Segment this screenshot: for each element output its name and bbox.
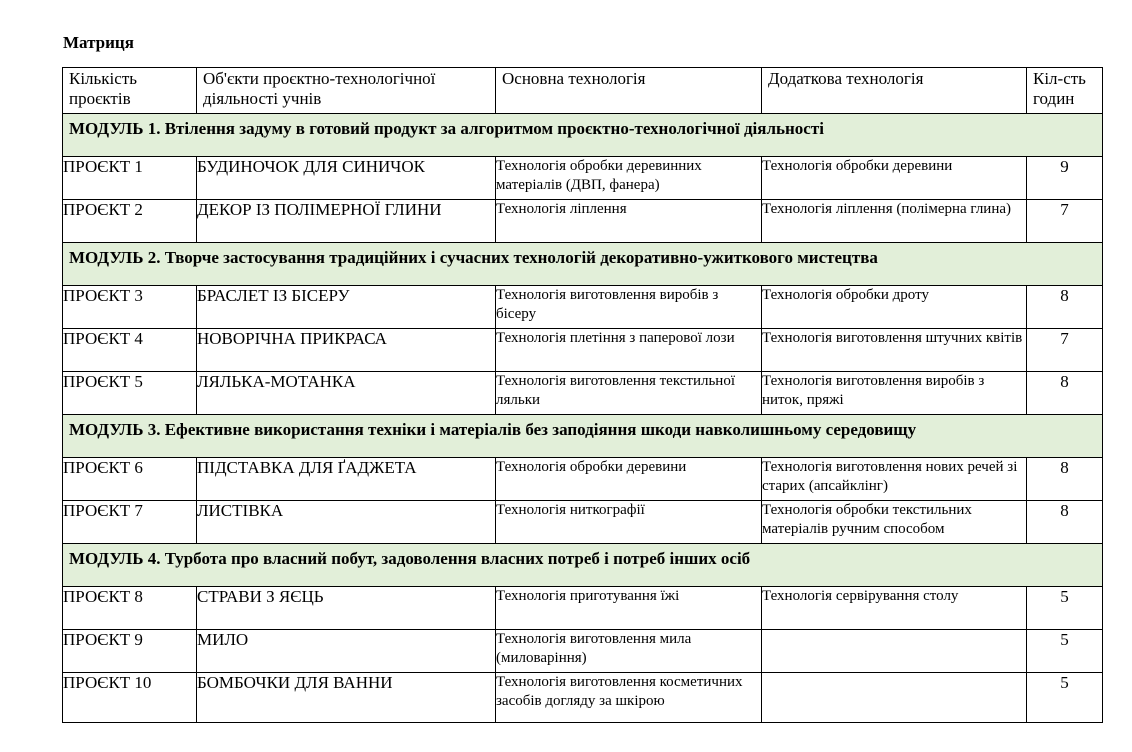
project-object-cell: НОВОРІЧНА ПРИКРАСА — [197, 329, 496, 372]
project-number-cell: ПРОЄКТ 8 — [63, 587, 197, 630]
main-technology-cell: Технологія приготування їжі — [496, 587, 762, 630]
module-title: МОДУЛЬ 2. Творче застосування традиційних і сучасних технологій декоративно-ужиткового мистецтва — [63, 243, 1103, 286]
hours-cell: 7 — [1027, 329, 1103, 372]
module-title: МОДУЛЬ 3. Ефективне використання техніки і матеріалів без заподіяння шкоди навколишньому середовищу — [63, 415, 1103, 458]
project-object-cell: БРАСЛЕТ ІЗ БІСЕРУ — [197, 286, 496, 329]
project-number-cell: ПРОЄКТ 5 — [63, 372, 197, 415]
module-title: МОДУЛЬ 4. Турбота про власний побут, задоволення власних потреб і потреб інших осіб — [63, 544, 1103, 587]
project-number-cell: ПРОЄКТ 4 — [63, 329, 197, 372]
header-extra-technology: Додаткова технологія — [762, 68, 1027, 114]
hours-cell: 8 — [1027, 286, 1103, 329]
project-object-cell: ДЕКОР ІЗ ПОЛІМЕРНОЇ ГЛИНИ — [197, 200, 496, 243]
hours-cell: 7 — [1027, 200, 1103, 243]
project-number-cell: ПРОЄКТ 7 — [63, 501, 197, 544]
table-row — [63, 157, 1103, 200]
module-row — [63, 114, 1103, 157]
document-title: Матриця — [63, 33, 134, 52]
project-number-cell: ПРОЄКТ 1 — [63, 157, 197, 200]
main-technology-cell: Технологія виготовлення косметичних засобів догляду за шкірою — [496, 673, 762, 723]
main-technology-cell: Технологія ниткографії — [496, 501, 762, 544]
main-technology-cell: Технологія ліплення — [496, 200, 762, 243]
header-objects: Об'єкти проєктно-технологічної діяльності учнів — [197, 68, 496, 114]
table-header-row — [63, 68, 1103, 114]
hours-cell: 8 — [1027, 458, 1103, 501]
header-project-count: Кількість проєктів — [63, 68, 197, 114]
table-row — [63, 501, 1103, 544]
extra-technology-cell: Технологія обробки деревини — [762, 157, 1027, 200]
table-row — [63, 372, 1103, 415]
extra-technology-cell: Технологія обробки текстильних матеріалів ручним способом — [762, 501, 1027, 544]
main-technology-cell: Технологія обробки деревини — [496, 458, 762, 501]
table-row — [63, 673, 1103, 723]
extra-technology-cell: Технологія ліплення (полімерна глина) — [762, 200, 1027, 243]
project-number-cell: ПРОЄКТ 2 — [63, 200, 197, 243]
main-technology-cell: Технологія виготовлення мила (миловаріння) — [496, 630, 762, 673]
extra-technology-cell: Технологія виготовлення штучних квітів — [762, 329, 1027, 372]
project-number-cell: ПРОЄКТ 3 — [63, 286, 197, 329]
main-technology-cell: Технологія виготовлення виробів з бісеру — [496, 286, 762, 329]
table-row — [63, 200, 1103, 243]
extra-technology-cell — [762, 630, 1027, 673]
project-object-cell: БОМБОЧКИ ДЛЯ ВАННИ — [197, 673, 496, 723]
project-object-cell: ПІДСТАВКА ДЛЯ ҐАДЖЕТА — [197, 458, 496, 501]
project-object-cell: СТРАВИ З ЯЄЦЬ — [197, 587, 496, 630]
main-technology-cell: Технологія виготовлення текстильної ляльки — [496, 372, 762, 415]
hours-cell: 5 — [1027, 673, 1103, 723]
extra-technology-cell: Технологія сервірування столу — [762, 587, 1027, 630]
project-object-cell: БУДИНОЧОК ДЛЯ СИНИЧОК — [197, 157, 496, 200]
hours-cell: 5 — [1027, 630, 1103, 673]
table-row — [63, 286, 1103, 329]
project-object-cell: ЛЯЛЬКА-МОТАНКА — [197, 372, 496, 415]
project-number-cell: ПРОЄКТ 10 — [63, 673, 197, 723]
hours-cell: 9 — [1027, 157, 1103, 200]
extra-technology-cell — [762, 673, 1027, 723]
project-object-cell: ЛИСТІВКА — [197, 501, 496, 544]
header-main-technology: Основна технологія — [496, 68, 762, 114]
table-row — [63, 630, 1103, 673]
matrix-table — [62, 67, 1103, 723]
table-row — [63, 458, 1103, 501]
table-row — [63, 329, 1103, 372]
main-technology-cell: Технологія обробки деревинних матеріалів (ДВП, фанера) — [496, 157, 762, 200]
matrix-table-body — [63, 68, 1103, 723]
extra-technology-cell: Технологія виготовлення нових речей зі старих (апсайклінг) — [762, 458, 1027, 501]
project-object-cell: МИЛО — [197, 630, 496, 673]
table-row — [63, 587, 1103, 630]
main-technology-cell: Технологія плетіння з паперової лози — [496, 329, 762, 372]
hours-cell: 5 — [1027, 587, 1103, 630]
module-row — [63, 243, 1103, 286]
hours-cell: 8 — [1027, 372, 1103, 415]
header-hours: Кіл-сть годин — [1027, 68, 1103, 114]
project-number-cell: ПРОЄКТ 9 — [63, 630, 197, 673]
module-row — [63, 544, 1103, 587]
extra-technology-cell: Технологія обробки дроту — [762, 286, 1027, 329]
module-row — [63, 415, 1103, 458]
extra-technology-cell: Технологія виготовлення виробів з ниток, пряжі — [762, 372, 1027, 415]
hours-cell: 8 — [1027, 501, 1103, 544]
module-title: МОДУЛЬ 1. Втілення задуму в готовий продукт за алгоритмом проєктно-технологічної діяльності — [63, 114, 1103, 157]
project-number-cell: ПРОЄКТ 6 — [63, 458, 197, 501]
